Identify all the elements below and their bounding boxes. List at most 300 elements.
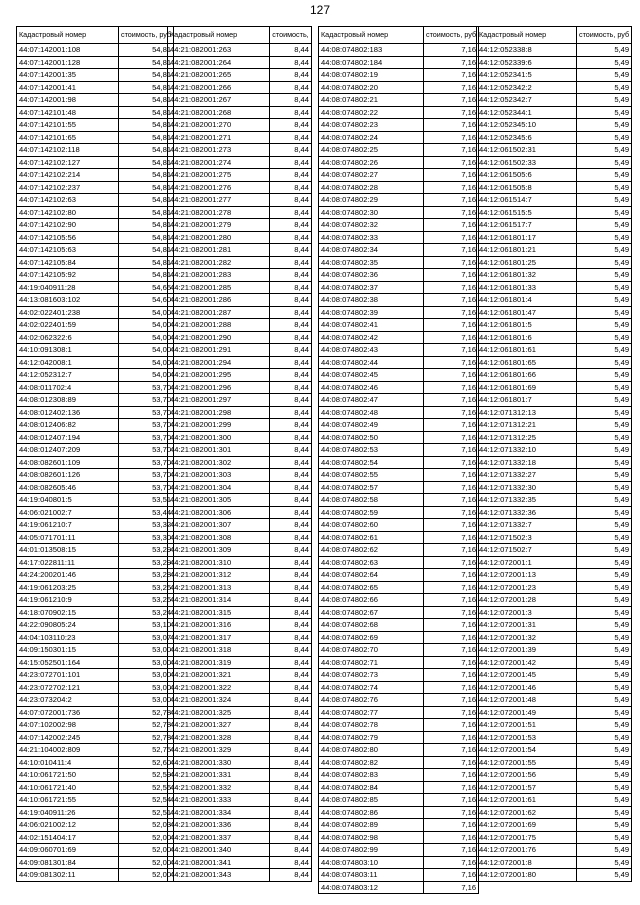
cadastral-number: 44:08:074802:79 bbox=[319, 731, 424, 744]
table-row bbox=[17, 731, 174, 744]
table-row bbox=[17, 219, 174, 232]
cadastral-number: 44:08:074802:89 bbox=[319, 819, 424, 832]
header-cadastral-number: Кадастровый номер bbox=[168, 27, 270, 44]
cadastral-number: 44:21:082001:334 bbox=[168, 806, 270, 819]
cost-value: 52,78 bbox=[119, 719, 174, 732]
cost-value: 53,70 bbox=[119, 481, 174, 494]
cadastral-number: 44:12:061801:33 bbox=[477, 281, 577, 294]
table-row bbox=[477, 606, 632, 619]
cost-value: 8,44 bbox=[270, 681, 312, 694]
cadastral-number: 44:07:142102:90 bbox=[17, 219, 119, 232]
cost-value: 54,81 bbox=[119, 194, 174, 207]
cost-value: 8,44 bbox=[270, 169, 312, 182]
cost-value: 54,81 bbox=[119, 131, 174, 144]
cadastral-number: 44:08:074802:48 bbox=[319, 406, 424, 419]
table-row bbox=[477, 94, 632, 107]
table-row bbox=[319, 881, 479, 894]
table-row bbox=[17, 669, 174, 682]
cost-value: 8,44 bbox=[270, 181, 312, 194]
cost-value: 8,44 bbox=[270, 256, 312, 269]
table-row bbox=[319, 281, 479, 294]
cost-value: 5,49 bbox=[577, 356, 632, 369]
table-row bbox=[168, 369, 312, 382]
table-row bbox=[17, 231, 174, 244]
cadastral-number: 44:24:200201:46 bbox=[17, 569, 119, 582]
cadastral-number: 44:08:074802:70 bbox=[319, 644, 424, 657]
cadastral-number: 44:08:012407:209 bbox=[17, 444, 119, 457]
cost-value: 53,70 bbox=[119, 394, 174, 407]
cadastral-number: 44:07:142101:48 bbox=[17, 106, 119, 119]
cost-value: 7,16 bbox=[424, 306, 479, 319]
cost-value: 5,49 bbox=[577, 744, 632, 757]
cost-value: 7,16 bbox=[424, 44, 479, 57]
table-row bbox=[17, 119, 174, 132]
cadastral-number: 44:12:052345:6 bbox=[477, 131, 577, 144]
table-row bbox=[168, 869, 312, 882]
cost-value: 54,81 bbox=[119, 119, 174, 132]
cadastral-number: 44:07:142001:128 bbox=[17, 56, 119, 69]
cadastral-number: 44:08:082601:109 bbox=[17, 456, 119, 469]
cadastral-number: 44:08:074802:24 bbox=[319, 131, 424, 144]
cadastral-number: 44:21:082001:297 bbox=[168, 394, 270, 407]
table-row bbox=[17, 256, 174, 269]
cadastral-number: 44:21:082001:312 bbox=[168, 569, 270, 582]
table-row bbox=[319, 81, 479, 94]
cost-value: 8,44 bbox=[270, 444, 312, 457]
table-row bbox=[319, 681, 479, 694]
cost-value: 5,49 bbox=[577, 544, 632, 557]
table-row bbox=[319, 194, 479, 207]
table-row bbox=[168, 144, 312, 157]
cadastral-table-col2 bbox=[167, 26, 312, 882]
table-row bbox=[319, 419, 479, 432]
table-row bbox=[17, 681, 174, 694]
cadastral-number: 44:21:082001:301 bbox=[168, 444, 270, 457]
cost-value: 5,49 bbox=[577, 831, 632, 844]
cadastral-number: 44:21:082001:298 bbox=[168, 406, 270, 419]
table-row bbox=[17, 831, 174, 844]
cadastral-number: 44:12:072001:13 bbox=[477, 569, 577, 582]
cadastral-number: 44:02:151404:17 bbox=[17, 831, 119, 844]
table-row bbox=[477, 781, 632, 794]
cadastral-number: 44:12:072001:42 bbox=[477, 656, 577, 669]
cadastral-number: 44:08:074802:25 bbox=[319, 144, 424, 157]
table-row bbox=[477, 756, 632, 769]
table-row bbox=[319, 719, 479, 732]
cost-value: 7,16 bbox=[424, 69, 479, 82]
cadastral-number: 44:12:052344:1 bbox=[477, 106, 577, 119]
cost-value: 7,16 bbox=[424, 881, 479, 894]
table-row bbox=[168, 631, 312, 644]
cadastral-number: 44:08:074802:64 bbox=[319, 569, 424, 582]
cadastral-number: 44:08:074802:49 bbox=[319, 419, 424, 432]
cost-value: 7,16 bbox=[424, 519, 479, 532]
table-row bbox=[319, 356, 479, 369]
cost-value: 54,81 bbox=[119, 156, 174, 169]
cost-value: 8,44 bbox=[270, 831, 312, 844]
table-row bbox=[319, 819, 479, 832]
cadastral-number: 44:08:074802:32 bbox=[319, 219, 424, 232]
table-row bbox=[319, 456, 479, 469]
table-row bbox=[17, 169, 174, 182]
cadastral-number: 44:21:082001:310 bbox=[168, 556, 270, 569]
table-row bbox=[17, 656, 174, 669]
table-row bbox=[17, 81, 174, 94]
cost-value: 7,16 bbox=[424, 644, 479, 657]
cost-value: 8,44 bbox=[270, 331, 312, 344]
cost-value: 8,44 bbox=[270, 769, 312, 782]
table-row bbox=[319, 481, 479, 494]
cost-value: 8,44 bbox=[270, 756, 312, 769]
table-row bbox=[168, 806, 312, 819]
cost-value: 5,49 bbox=[577, 494, 632, 507]
cadastral-number: 44:12:072001:3 bbox=[477, 606, 577, 619]
cost-value: 5,49 bbox=[577, 719, 632, 732]
cost-value: 54,00 bbox=[119, 331, 174, 344]
cadastral-number: 44:21:082001:306 bbox=[168, 506, 270, 519]
cost-value: 5,49 bbox=[577, 294, 632, 307]
cadastral-number: 44:10:061721:40 bbox=[17, 781, 119, 794]
cadastral-number: 44:21:082001:280 bbox=[168, 231, 270, 244]
cadastral-number: 44:22:090805:24 bbox=[17, 619, 119, 632]
table-row bbox=[477, 844, 632, 857]
cadastral-number: 44:08:074802:39 bbox=[319, 306, 424, 319]
cost-value: 53,00 bbox=[119, 656, 174, 669]
cadastral-number: 44:08:074802:86 bbox=[319, 806, 424, 819]
cost-value: 54,81 bbox=[119, 219, 174, 232]
table-row bbox=[168, 156, 312, 169]
table-row bbox=[17, 569, 174, 582]
cadastral-number: 44:21:082001:268 bbox=[168, 106, 270, 119]
cadastral-number: 44:21:082001:332 bbox=[168, 781, 270, 794]
table-row bbox=[477, 744, 632, 757]
cost-value: 5,49 bbox=[577, 794, 632, 807]
cadastral-number: 44:08:074802:34 bbox=[319, 244, 424, 257]
cadastral-number: 44:21:082001:294 bbox=[168, 356, 270, 369]
table-row bbox=[319, 294, 479, 307]
cadastral-number: 44:21:082001:336 bbox=[168, 819, 270, 832]
cost-value: 7,16 bbox=[424, 444, 479, 457]
table-row bbox=[319, 256, 479, 269]
cadastral-number: 44:12:072001:31 bbox=[477, 619, 577, 632]
table-row bbox=[319, 531, 479, 544]
cadastral-number: 44:08:012402:136 bbox=[17, 406, 119, 419]
table-row bbox=[17, 94, 174, 107]
cadastral-number: 44:21:082001:300 bbox=[168, 431, 270, 444]
cost-value: 7,16 bbox=[424, 681, 479, 694]
table-row bbox=[477, 306, 632, 319]
cadastral-number: 44:12:072001:46 bbox=[477, 681, 577, 694]
cost-value: 53,70 bbox=[119, 444, 174, 457]
table-row bbox=[17, 356, 174, 369]
table-row bbox=[17, 719, 174, 732]
cost-value: 7,16 bbox=[424, 156, 479, 169]
cost-value: 54,81 bbox=[119, 231, 174, 244]
cost-value: 5,49 bbox=[577, 694, 632, 707]
cadastral-number: 44:08:074802:28 bbox=[319, 181, 424, 194]
cost-value: 7,16 bbox=[424, 781, 479, 794]
cost-value: 53,70 bbox=[119, 469, 174, 482]
cost-value: 54,00 bbox=[119, 356, 174, 369]
cadastral-number: 44:21:082001:285 bbox=[168, 281, 270, 294]
cadastral-number: 44:08:074802:68 bbox=[319, 619, 424, 632]
table-row bbox=[168, 819, 312, 832]
cost-value: 7,16 bbox=[424, 769, 479, 782]
cost-value: 5,49 bbox=[577, 269, 632, 282]
cadastral-number: 44:09:081302:11 bbox=[17, 869, 119, 882]
cadastral-number: 44:12:061801:47 bbox=[477, 306, 577, 319]
cadastral-number: 44:08:082601:126 bbox=[17, 469, 119, 482]
table-row bbox=[477, 44, 632, 57]
table-row bbox=[17, 606, 174, 619]
table-row bbox=[477, 131, 632, 144]
cadastral-number: 44:08:074802:23 bbox=[319, 119, 424, 132]
table-row bbox=[319, 706, 479, 719]
cadastral-number: 44:19:061210:9 bbox=[17, 594, 119, 607]
cost-value: 54,81 bbox=[119, 256, 174, 269]
cost-value: 53,00 bbox=[119, 669, 174, 682]
table-row bbox=[319, 744, 479, 757]
cost-value: 7,16 bbox=[424, 719, 479, 732]
table-row bbox=[477, 69, 632, 82]
cost-value: 52,78 bbox=[119, 706, 174, 719]
table-row bbox=[168, 681, 312, 694]
cadastral-number: 44:08:074802:43 bbox=[319, 344, 424, 357]
table-row bbox=[17, 69, 174, 82]
table-row bbox=[477, 369, 632, 382]
cost-value: 8,44 bbox=[270, 781, 312, 794]
cadastral-number: 44:09:060701:69 bbox=[17, 844, 119, 857]
cadastral-number: 44:12:072001:45 bbox=[477, 669, 577, 682]
cost-value: 7,16 bbox=[424, 606, 479, 619]
table-row bbox=[477, 856, 632, 869]
table-row bbox=[319, 856, 479, 869]
cadastral-number: 44:21:082001:333 bbox=[168, 794, 270, 807]
table-row bbox=[477, 81, 632, 94]
cadastral-number: 44:08:074802:77 bbox=[319, 706, 424, 719]
table-row bbox=[168, 381, 312, 394]
cost-value: 7,16 bbox=[424, 381, 479, 394]
table-row bbox=[477, 219, 632, 232]
cost-value: 8,44 bbox=[270, 569, 312, 582]
cost-value: 53,70 bbox=[119, 406, 174, 419]
cost-value: 7,16 bbox=[424, 94, 479, 107]
cadastral-number: 44:21:082001:308 bbox=[168, 531, 270, 544]
cost-value: 5,49 bbox=[577, 56, 632, 69]
cost-value: 52,78 bbox=[119, 731, 174, 744]
cost-value: 52,03 bbox=[119, 819, 174, 832]
cost-value: 5,49 bbox=[577, 469, 632, 482]
table-row bbox=[319, 594, 479, 607]
table-row bbox=[477, 494, 632, 507]
table-row bbox=[168, 519, 312, 532]
cost-value: 5,49 bbox=[577, 394, 632, 407]
table-row bbox=[17, 631, 174, 644]
cadastral-number: 44:07:142105:63 bbox=[17, 244, 119, 257]
table-row bbox=[168, 344, 312, 357]
cadastral-number: 44:21:082001:313 bbox=[168, 581, 270, 594]
cadastral-number: 44:21:082001:341 bbox=[168, 856, 270, 869]
table-row bbox=[168, 169, 312, 182]
table-row bbox=[168, 81, 312, 94]
cost-value: 8,44 bbox=[270, 344, 312, 357]
cadastral-number: 44:21:082001:266 bbox=[168, 81, 270, 94]
cost-value: 7,16 bbox=[424, 569, 479, 582]
cost-value: 5,49 bbox=[577, 631, 632, 644]
cost-value: 8,44 bbox=[270, 119, 312, 132]
table-row bbox=[168, 319, 312, 332]
cadastral-number: 44:08:074802:61 bbox=[319, 531, 424, 544]
cadastral-number: 44:07:142105:92 bbox=[17, 269, 119, 282]
cadastral-number: 44:04:103110:23 bbox=[17, 631, 119, 644]
table-row bbox=[477, 156, 632, 169]
table-row bbox=[319, 556, 479, 569]
cost-value: 8,44 bbox=[270, 656, 312, 669]
cadastral-number: 44:17:022811:11 bbox=[17, 556, 119, 569]
cost-value: 8,44 bbox=[270, 156, 312, 169]
cadastral-number: 44:21:082001:309 bbox=[168, 544, 270, 557]
cost-value: 5,49 bbox=[577, 456, 632, 469]
table-row bbox=[477, 56, 632, 69]
cost-value: 54,00 bbox=[119, 319, 174, 332]
table-row bbox=[168, 444, 312, 457]
cadastral-number: 44:02:022401:238 bbox=[17, 306, 119, 319]
cadastral-number: 44:21:082001:307 bbox=[168, 519, 270, 532]
cadastral-number: 44:08:074802:65 bbox=[319, 581, 424, 594]
cost-value: 53,24 bbox=[119, 606, 174, 619]
table-row bbox=[477, 644, 632, 657]
table-row bbox=[319, 669, 479, 682]
table-row bbox=[168, 431, 312, 444]
table-row bbox=[477, 556, 632, 569]
cadastral-number: 44:21:082001:282 bbox=[168, 256, 270, 269]
table-row bbox=[319, 331, 479, 344]
table-row bbox=[168, 56, 312, 69]
cost-value: 5,49 bbox=[577, 706, 632, 719]
cost-value: 7,16 bbox=[424, 506, 479, 519]
table-row bbox=[17, 844, 174, 857]
cadastral-number: 44:07:072001:736 bbox=[17, 706, 119, 719]
cadastral-number: 44:21:082001:274 bbox=[168, 156, 270, 169]
table-row bbox=[319, 56, 479, 69]
table-row bbox=[319, 344, 479, 357]
cost-value: 7,16 bbox=[424, 794, 479, 807]
cadastral-number: 44:12:071502:7 bbox=[477, 544, 577, 557]
table-row bbox=[17, 369, 174, 382]
cost-value: 5,49 bbox=[577, 369, 632, 382]
cost-value: 5,49 bbox=[577, 206, 632, 219]
cadastral-number: 44:10:061721:55 bbox=[17, 794, 119, 807]
cost-value: 8,44 bbox=[270, 94, 312, 107]
cost-value: 7,16 bbox=[424, 556, 479, 569]
table-row bbox=[17, 281, 174, 294]
table-row bbox=[319, 581, 479, 594]
table-row bbox=[319, 494, 479, 507]
cadastral-number: 44:08:074802:63 bbox=[319, 556, 424, 569]
cost-value: 8,44 bbox=[270, 206, 312, 219]
cadastral-number: 44:07:142101:55 bbox=[17, 119, 119, 132]
table-row bbox=[17, 519, 174, 532]
table-row bbox=[17, 869, 174, 882]
table-row bbox=[17, 106, 174, 119]
table-row bbox=[17, 481, 174, 494]
cost-value: 53,70 bbox=[119, 381, 174, 394]
cost-value: 54,81 bbox=[119, 206, 174, 219]
cadastral-number: 44:21:082001:265 bbox=[168, 69, 270, 82]
cost-value: 7,16 bbox=[424, 844, 479, 857]
cost-value: 52,00 bbox=[119, 844, 174, 857]
cadastral-number: 44:07:142102:127 bbox=[17, 156, 119, 169]
cadastral-number: 44:12:072001:23 bbox=[477, 581, 577, 594]
cost-value: 5,49 bbox=[577, 281, 632, 294]
table-row bbox=[17, 444, 174, 457]
cost-value: 7,16 bbox=[424, 756, 479, 769]
table-row bbox=[17, 469, 174, 482]
cost-value: 53,44 bbox=[119, 506, 174, 519]
table-row bbox=[477, 231, 632, 244]
cost-value: 52,56 bbox=[119, 781, 174, 794]
table-row bbox=[17, 431, 174, 444]
cadastral-number: 44:02:022401:59 bbox=[17, 319, 119, 332]
cadastral-number: 44:13:081603:102 bbox=[17, 294, 119, 307]
cadastral-number: 44:12:071312:13 bbox=[477, 406, 577, 419]
cadastral-number: 44:08:074802:26 bbox=[319, 156, 424, 169]
cadastral-number: 44:18:070902:15 bbox=[17, 606, 119, 619]
cost-value: 52,00 bbox=[119, 856, 174, 869]
cost-value: 8,44 bbox=[270, 419, 312, 432]
table-row bbox=[477, 569, 632, 582]
header-cadastral-number: Кадастровый номер bbox=[319, 27, 424, 44]
cost-value: 5,49 bbox=[577, 119, 632, 132]
cost-value: 54,81 bbox=[119, 81, 174, 94]
cost-value: 53,26 bbox=[119, 594, 174, 607]
table-row bbox=[477, 519, 632, 532]
cost-value: 7,16 bbox=[424, 431, 479, 444]
cadastral-number: 44:08:074802:69 bbox=[319, 631, 424, 644]
cadastral-number: 44:21:082001:319 bbox=[168, 656, 270, 669]
cost-value: 7,16 bbox=[424, 669, 479, 682]
cadastral-number: 44:21:082001:299 bbox=[168, 419, 270, 432]
table-row bbox=[319, 869, 479, 882]
table-row bbox=[168, 194, 312, 207]
table-row bbox=[168, 231, 312, 244]
page-number: 127 bbox=[309, 3, 331, 17]
cost-value: 53,26 bbox=[119, 581, 174, 594]
cost-value: 54,81 bbox=[119, 144, 174, 157]
cadastral-number: 44:21:082001:286 bbox=[168, 294, 270, 307]
cadastral-number: 44:08:074803:11 bbox=[319, 869, 424, 882]
cost-value: 5,49 bbox=[577, 144, 632, 157]
cost-value: 5,49 bbox=[577, 306, 632, 319]
header-cost: стоимость, руб bbox=[577, 27, 632, 44]
cost-value: 8,44 bbox=[270, 506, 312, 519]
cost-value: 5,49 bbox=[577, 656, 632, 669]
table-row bbox=[319, 394, 479, 407]
table-row bbox=[17, 381, 174, 394]
cadastral-number: 44:08:011702:4 bbox=[17, 381, 119, 394]
cadastral-number: 44:19:040911:26 bbox=[17, 806, 119, 819]
cadastral-number: 44:21:082001:281 bbox=[168, 244, 270, 257]
cadastral-number: 44:12:061801:7 bbox=[477, 394, 577, 407]
cadastral-number: 44:09:081301:84 bbox=[17, 856, 119, 869]
cost-value: 5,49 bbox=[577, 81, 632, 94]
cadastral-number: 44:21:082001:273 bbox=[168, 144, 270, 157]
table-row bbox=[168, 419, 312, 432]
cadastral-number: 44:21:082001:331 bbox=[168, 769, 270, 782]
table-row bbox=[17, 756, 174, 769]
cadastral-number: 44:12:061505:8 bbox=[477, 181, 577, 194]
cadastral-number: 44:12:061515:5 bbox=[477, 206, 577, 219]
